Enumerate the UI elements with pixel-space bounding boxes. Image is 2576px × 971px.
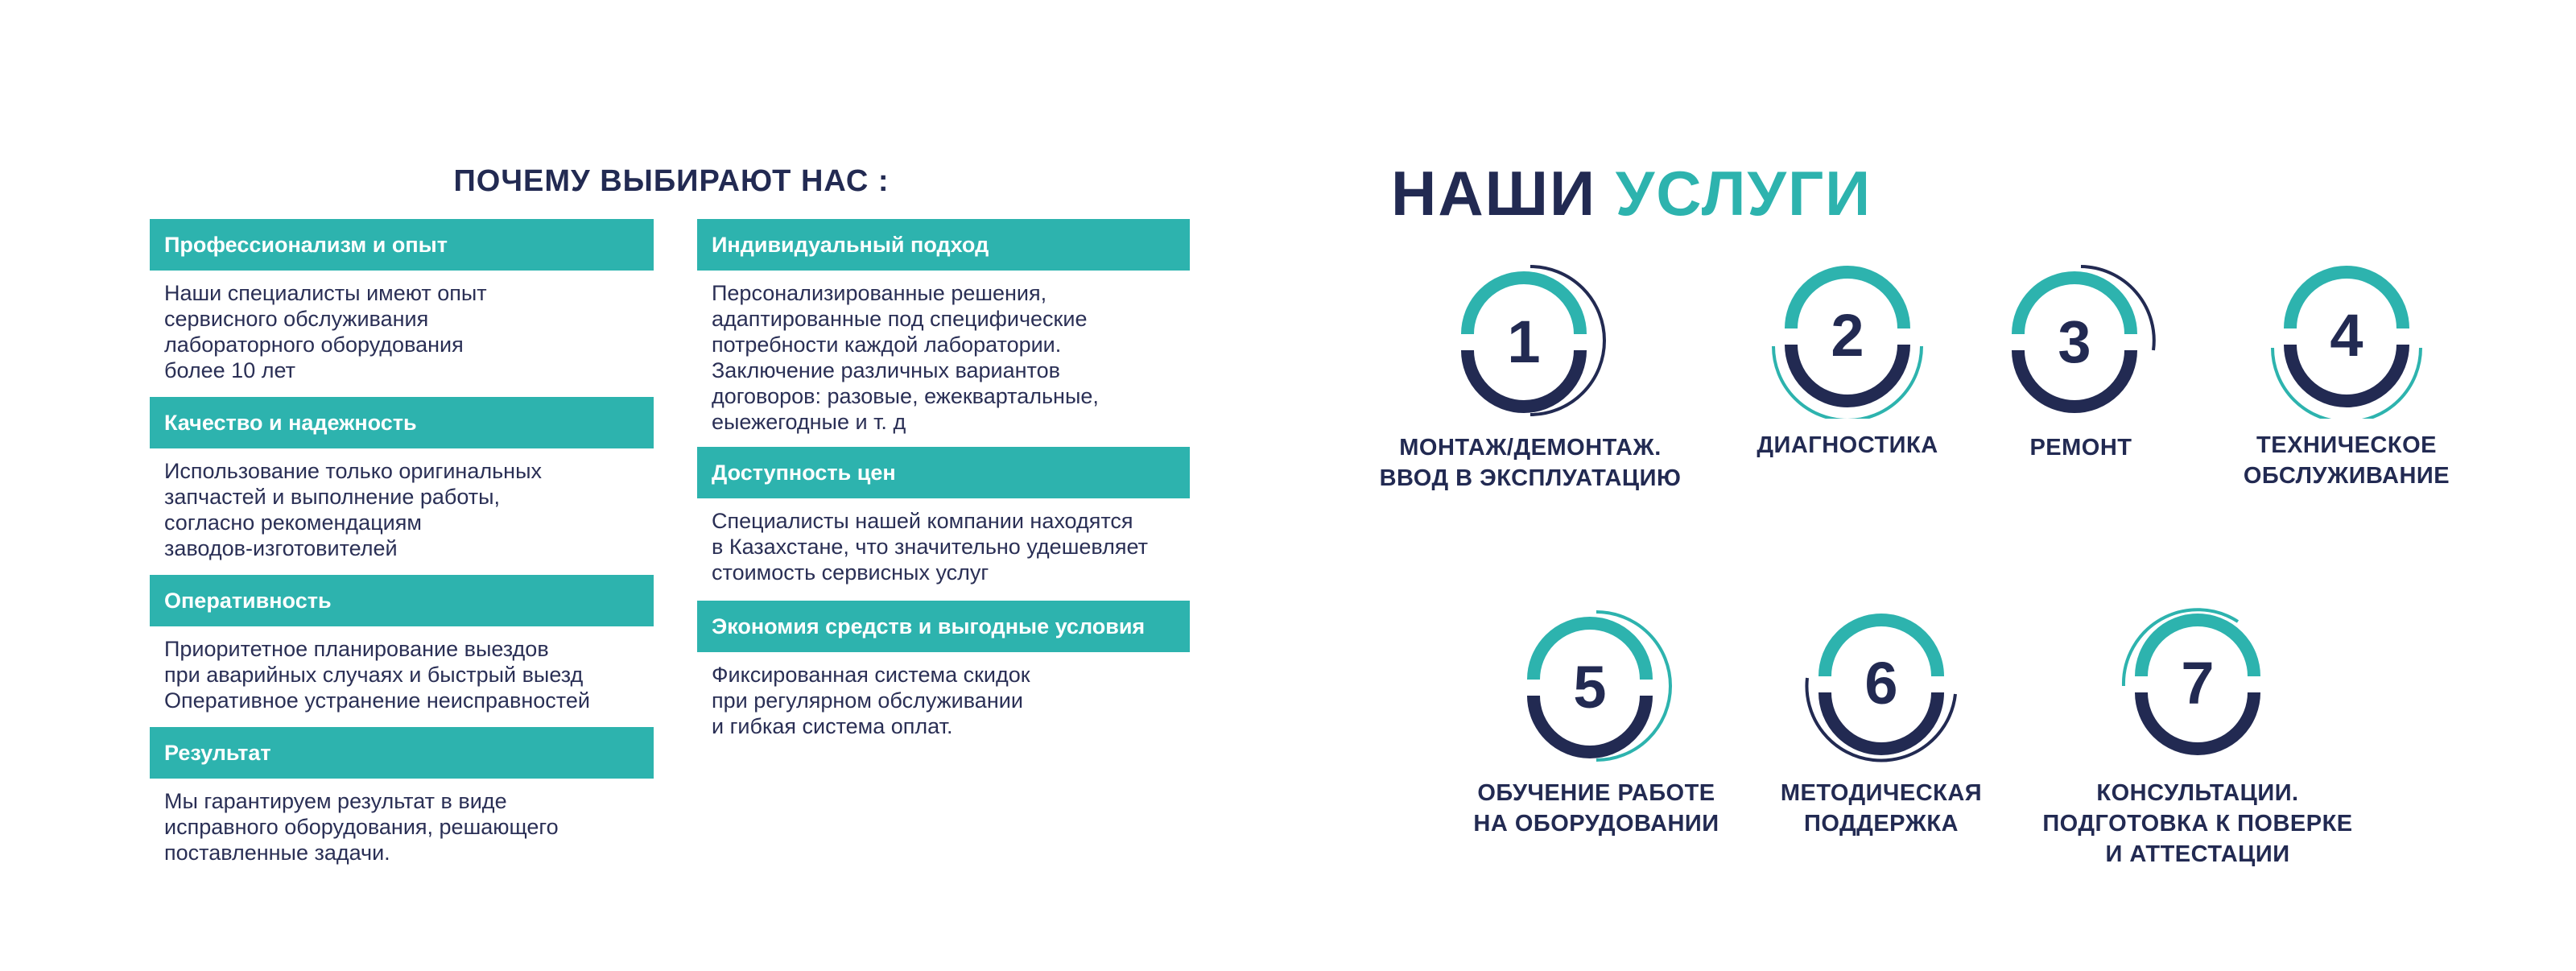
card-heading: Индивидуальный подход <box>697 219 1190 271</box>
service-item-6 <box>1712 605 2050 839</box>
card-quality <box>150 397 654 561</box>
number-ring-icon <box>2117 605 2278 766</box>
number-ring-icon <box>2000 260 2161 421</box>
service-number: 2 <box>1831 302 1864 369</box>
service-item-1 <box>1361 260 1699 494</box>
service-label: МЕТОДИЧЕСКАЯ ПОДДЕРЖКА <box>1780 780 1983 837</box>
service-label: ОБУЧЕНИЕ РАБОТЕ НА ОБОРУДОВАНИИ <box>1473 780 1719 837</box>
service-number: 1 <box>1507 308 1541 375</box>
service-label: ТЕХНИЧЕСКОЕ ОБСЛУЖИВАНИЕ <box>2243 432 2450 489</box>
number-ring-icon <box>1767 258 1928 419</box>
number-ring-icon <box>2266 258 2427 419</box>
card-heading: Экономия средств и выгодные условия <box>697 601 1190 652</box>
card-professionalism <box>150 219 654 383</box>
service-label: РЕМОНТ <box>2029 435 2132 461</box>
card-text: Персонализированные решения, адаптированные под специфические потребности каждой лаборатории. Заключение различных вариантов договоров: разовые, ежеквартальные, еыежегодные и т. д <box>712 281 1099 434</box>
card-text: Использование только оригинальных запчастей и выполнение работы, согласно рекомендациям заводов-изготовителей <box>164 459 542 560</box>
service-number: 4 <box>2330 302 2363 369</box>
card-text: Приоритетное планирование выездов при аварийных случаях и быстрый выезд Оперативное устранение неисправностей <box>164 637 590 713</box>
service-item-7 <box>2029 605 2367 870</box>
services-title <box>1391 157 1872 230</box>
card-individual-approach <box>697 219 1190 435</box>
card-text: Специалисты нашей компании находятся в Казахстане, что значительно удешевляет стоимость сервисных услуг <box>712 509 1148 585</box>
number-ring-icon <box>1516 605 1677 766</box>
card-affordable-prices <box>697 447 1190 585</box>
service-label: МОНТАЖ/ДЕМОНТАЖ. ВВОД В ЭКСПЛУАТАЦИЮ <box>1379 435 1682 491</box>
card-savings <box>697 601 1190 739</box>
card-heading: Оперативность <box>150 575 654 626</box>
card-heading: Качество и надежность <box>150 397 654 448</box>
card-text: Наши специалисты имеют опыт сервисного обслуживания лабораторного оборудования более 10 лет <box>164 281 487 382</box>
card-heading: Доступность цен <box>697 447 1190 498</box>
card-heading: Результат <box>150 727 654 779</box>
services-title-part1: НАШИ <box>1391 158 1597 229</box>
number-ring-icon <box>1801 605 1962 766</box>
service-label: КОНСУЛЬТАЦИИ. ПОДГОТОВКА К ПОВЕРКЕ И АТТЕСТАЦИИ <box>2042 780 2353 867</box>
service-number: 3 <box>2058 308 2091 375</box>
card-heading: Профессионализм и опыт <box>150 219 654 271</box>
why-choose-us-title: ПОЧЕМУ ВЫБИРАЮТ НАС : <box>453 164 890 198</box>
card-text: Фиксированная система скидок при регулярном обслуживании и гибкая система оплат. <box>712 663 1030 738</box>
number-ring-icon <box>1450 260 1611 421</box>
service-item-4 <box>2178 258 2516 491</box>
card-result <box>150 727 654 866</box>
service-number: 5 <box>1573 654 1607 721</box>
service-label: ДИАГНОСТИКА <box>1757 432 1938 458</box>
services-title-part2: УСЛУГИ <box>1615 158 1872 229</box>
service-number: 6 <box>1864 650 1898 717</box>
card-efficiency <box>150 575 654 713</box>
service-number: 7 <box>2181 650 2215 717</box>
card-text: Мы гарантируем результат в виде исправного оборудования, решающего поставленные задачи. <box>164 789 559 865</box>
